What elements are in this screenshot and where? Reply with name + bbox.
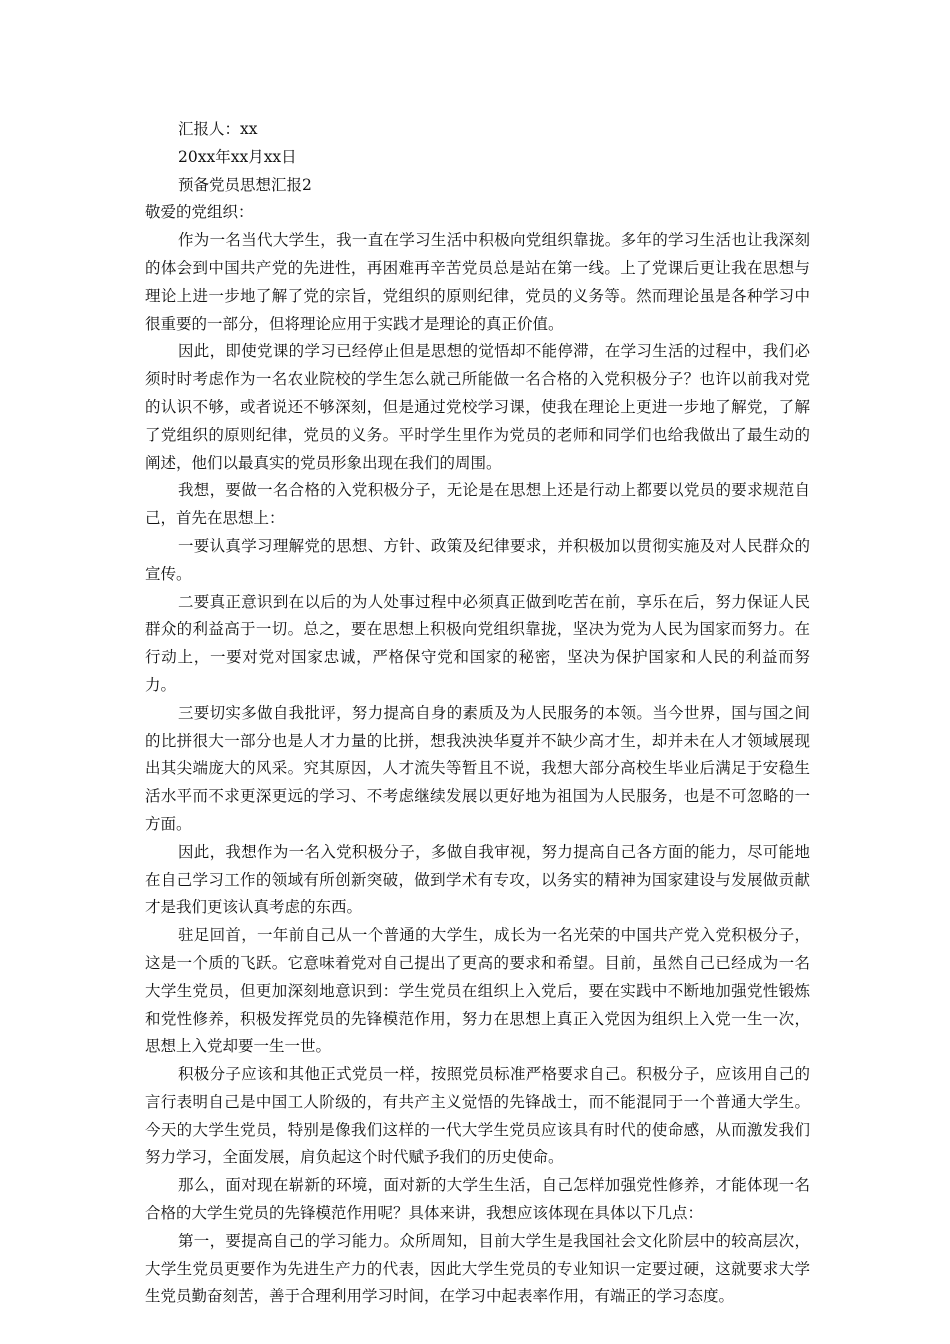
report-title: 预备党员思想汇报2 <box>178 175 312 194</box>
paragraph: 那么，面对现在崭新的环境，面对新的大学生生活，自己怎样加强党性修养，才能体现一名合格的大学生党员的先锋模范作用呢？具体来讲，我想应该体现在具体以下几点： <box>145 1176 810 1223</box>
paragraph: 因此，即使党课的学习已经停止但是思想的觉悟却不能停滞，在学习生活的过程中，我们必须时时考虑作为一名农业院校的学生怎么就己所能做一名合格的入党积极分子？也许以前我对党的认识不够，或者说还不够深刻，但是通过党校学习课，使我在理论上更进一步地了解党，了解了党组织的原则纪律，党员的义务。平时学生里作为党员的老师和同学们也给我做出了最生动的阐述，他们以最真实的党员形象出现在我们的周围。 <box>145 342 810 472</box>
reporter-line: 汇报人：xx <box>178 120 258 138</box>
paragraph: 三要切实多做自我批评，努力提高自身的素质及为人民服务的本领。当今世界，国与国之间的比拼很大一部分也是人才力量的比拼，想我泱泱华夏并不缺少高才生，却并未在人才领域展现出其尖端庞大的风采。究其原因，人才流失等暂且不说，我想大部分高校生毕业后满足于安稳生活水平而不求更深更远的学习、不考虑继续发展以更好地为祖国为人民服务，也是不可忽略的一方面。 <box>145 703 810 833</box>
paragraph: 因此，我想作为一名入党积极分子，多做自我审视，努力提高自己各方面的能力，尽可能地在自己学习工作的领域有所创新突破，做到学术有专攻，以务实的精神为国家建设与发展做贡献才是我们更该认真考虑的东西。 <box>145 842 810 917</box>
document-page <box>145 116 810 1311</box>
paragraph: 二要真正意识到在以后的为人处事过程中必须真正做到吃苦在前，享乐在后，努力保证人民群众的利益高于一切。总之，要在思想上积极向党组织靠拢，坚决为党为人民为国家而努力。在行动上，一要对党对国家忠诚，严格保守党和国家的秘密，坚决为保护国家和人民的利益而努力。 <box>145 592 810 694</box>
paragraph: 一要认真学习理解党的思想、方针、政策及纪律要求，并积极加以贯彻实施及对人民群众的宣传。 <box>145 536 810 583</box>
paragraph: 积极分子应该和其他正式党员一样，按照党员标准严格要求自己。积极分子，应该用自己的言行表明自己是中国工人阶级的，有共产主义觉悟的先锋战士，而不能混同于一个普通大学生。今天的大学生党员，特别是像我们这样的一代大学生党员应该具有时代的使命感，从而激发我们努力学习，全面发展，肩负起这个时代赋予我们的历史使命。 <box>145 1065 810 1167</box>
report-date: 20xx年xx月xx日 <box>178 147 297 166</box>
paragraph: 作为一名当代大学生，我一直在学习生活中积极向党组织靠拢。多年的学习生活也让我深刻的体会到中国共产党的先进性，再困难再辛苦党员总是站在第一线。上了党课后更让我在思想与理论上进一步地了解了党的宗旨，党组织的原则纪律，党员的义务等。然而理论虽是各种学习中很重要的一部分，但将理论应用于实践才是理论的真正价值。 <box>145 231 810 333</box>
paragraph: 我想，要做一名合格的入党积极分子，无论是在思想上还是行动上都要以党员的要求规范自己，首先在思想上： <box>145 481 810 528</box>
paragraph: 驻足回首，一年前自己从一个普通的大学生，成长为一名光荣的中国共产党入党积极分子，这是一个质的飞跃。它意味着党对自己提出了更高的要求和希望。目前，虽然自己已经成为一名大学生党员，但更加深刻地意识到：学生党员在组织上入党后，要在实践中不断地加强党性锻炼和党性修养，积极发挥党员的先锋模范作用，努力在思想上真正入党因为组织上入党一生一次，思想上入党却要一生一世。 <box>145 926 810 1056</box>
paragraph: 第一，要提高自己的学习能力。众所周知，目前大学生是我国社会文化阶层中的较高层次，大学生党员更要作为先进生产力的代表，因此大学生党员的专业知识一定要过硬，这就要求大学生党员勤奋刻苦，善于合理利用学习时间，在学习中起表率作用，有端正的学习态度。 <box>145 1231 810 1306</box>
salutation: 敬爱的党组织： <box>145 203 254 222</box>
